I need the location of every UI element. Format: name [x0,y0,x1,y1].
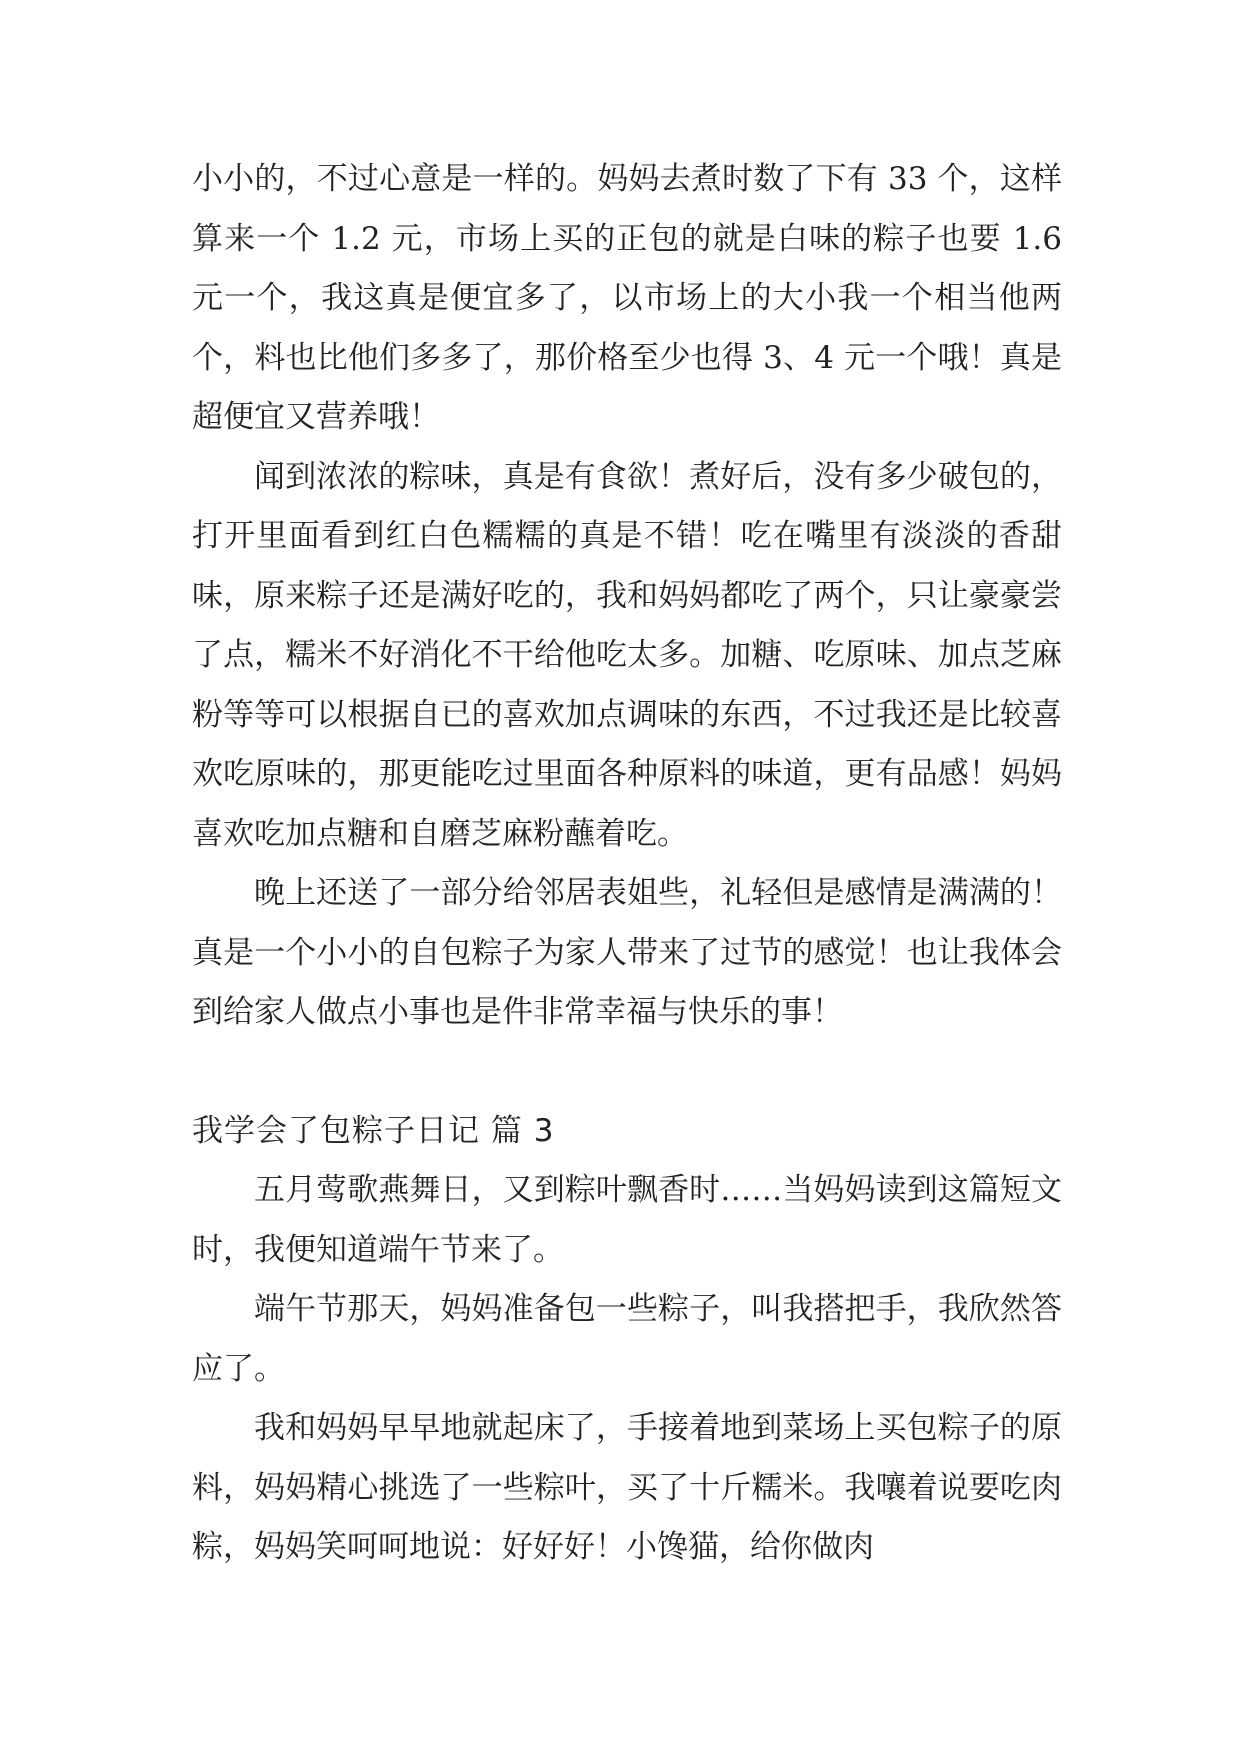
paragraph: 闻到浓浓的粽味，真是有食欲！煮好后，没有多少破包的，打开里面看到红白色糯糯的真是不错！吃在嘴里有淡淡的香甜味，原来粽子还是满好吃的，我和妈妈都吃了两个，只让豪豪尝了点，糯米不好消化不干给他吃太多。加糖、吃原味、加点芝麻粉等等可以根据自已的喜欢加点调味的东西，不过我还是比较喜欢吃原味的，那更能吃过里面各种原料的味道，更有品感！妈妈喜欢吃加点糖和自磨芝麻粉蘸着吃。 [192,458,1062,852]
document-body [192,150,1062,1578]
paragraph: 晚上还送了一部分给邻居表姐些，礼轻但是感情是满满的！真是一个小小的自包粽子为家人带来了过节的感觉！也让我体会到给家人做点小事也是件非常幸福与快乐的事！ [192,875,1062,1030]
section-title: 我学会了包粽子日记 篇 3 [192,1112,555,1149]
paragraph-continued: 小小的，不过心意是一样的。妈妈去煮时数了下有 33 个，这样算来一个 1.2 元，市场上买的正包的就是白味的粽子也要 1.6 元一个，我这真是便宜多了，以市场上的大小我一个相当他两个，料也比他们多多了，那价格至少也得 3、4 元一个哦！真是超便宜又营养哦！ [192,161,1062,435]
paragraph: 我和妈妈早早地就起床了，手接着地到菜场上买包粽子的原料，妈妈精心挑选了一些粽叶，买了十斤糯米。我嚷着说要吃肉粽，妈妈笑呵呵地说：好好好！小馋猫，给你做肉 [192,1410,1062,1565]
paragraph: 五月莺歌燕舞日，又到粽叶飘香时……当妈妈读到这篇短文时，我便知道端午节来了。 [192,1172,1062,1268]
paragraph: 端午节那天，妈妈准备包一些粽子，叫我搭把手，我欣然答应了。 [192,1291,1062,1387]
